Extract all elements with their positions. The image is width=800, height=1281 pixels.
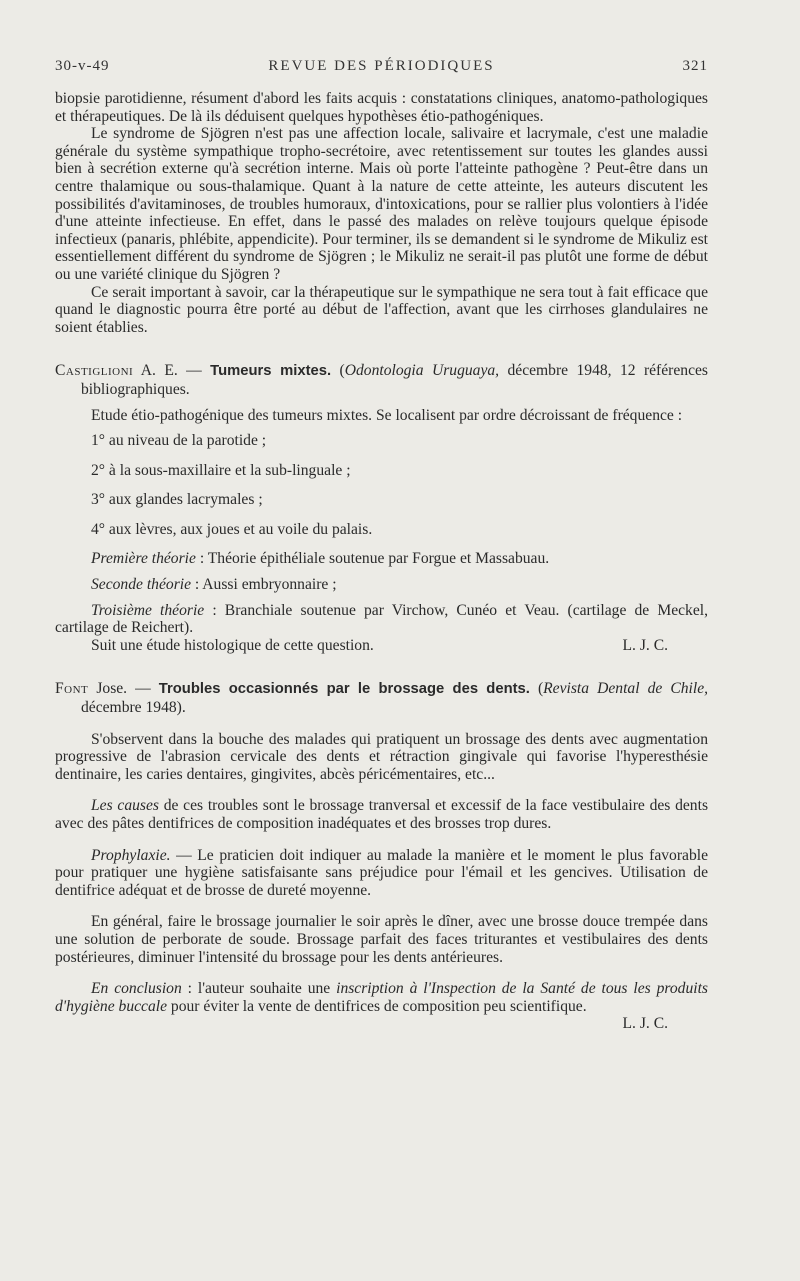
article-2-paragraph-1: S'observent dans la bouche des malades qui pratiquent un brossage des dents avec augmentation progressive de l'abrasion cervicale des dents et rétraction gingivale qui favorise l'hyperesthésie dentinaire, les caries dentaires, gingivites, abcès péricémentaires, etc... (55, 730, 708, 783)
intro-paragraph-1: biopsie parotidienne, résument d'abord les faits acquis : constatations cliniques, anatomo-pathologiques et thérapeutiques. De là ils déduisent quelques hypothèses étio-pathogéniques. (55, 90, 708, 125)
article-1-citation (55, 362, 708, 398)
article-2-source: décembre 1948). (81, 699, 186, 717)
article-1-source: décembre 1948, 12 références bibliographiques. (81, 362, 708, 398)
theory-3-label: Troisième théorie (91, 601, 205, 619)
article-1-author: Castiglioni (55, 362, 134, 380)
article-1-title: Tumeurs mixtes. (210, 363, 332, 380)
article-1-intro: Etude étio-pathogénique des tumeurs mixtes. Se localisent par ordre décroissant de fréquence : (91, 406, 683, 424)
article-1-location-list (55, 432, 708, 538)
running-header (55, 58, 708, 82)
document-page (55, 58, 708, 1033)
article-2-paren: ( (529, 680, 544, 698)
theory-2-label: Seconde théorie (91, 576, 192, 594)
article-1-journal: Odontologia Uruguaya, (344, 362, 500, 380)
intro-paragraph-3: Ce serait important à savoir, car la thérapeutique sur le sympathique ne sera tout à fait efficace que quand le diagnostic pourra être porté au début de l'affection, avant que les cirrhoses glandulaires ne soient établies. (55, 283, 708, 336)
article-2-initials: Jose. — (88, 680, 159, 698)
article-1-initials: A. E. — (133, 362, 211, 380)
prophylaxis-label: Prophylaxie. (91, 846, 171, 864)
article-1-signature: L. J. C. (622, 636, 668, 654)
article-2-citation (55, 680, 708, 716)
conclusion-label: En conclusion (91, 980, 182, 998)
header-date: 30-v-49 (55, 58, 110, 74)
article-2-causes (55, 797, 708, 832)
list-item: 3° aux glandes lacrymales ; (91, 491, 263, 509)
article-2-prophylaxis (55, 847, 708, 900)
theory-3 (55, 602, 708, 637)
header-title: REVUE DES PÉRIODIQUES (268, 58, 495, 74)
causes-label: Les causes (91, 797, 159, 815)
theory-3-text: : Branchiale soutenue par Virchow, Cunéo et Veau. (cartilage de Meckel, cartilage de Reichert). (55, 601, 708, 637)
theory-1 (55, 550, 708, 568)
article-2-paragraph-4: En général, faire le brossage journalier le soir après le dîner, avec une brosse douce trempée dans une solution de perborate de soude. Brossage parfait des faces triturantes et vestibulaires des dents postérieures, diminuer l'intensité du brossage pour les dents antérieures. (55, 913, 708, 966)
page-number: 321 (682, 58, 708, 74)
causes-text: de ces troubles sont le brossage tranversal et excessif de la face vestibulaire des dents avec des pâtes dentifrices de composition inadéquates et des brosses trop dures. (55, 797, 709, 832)
conclusion-text-2: pour éviter la vente de dentifrices de composition peu scientifique. (167, 997, 587, 1015)
article-2-signature: L. J. C. (622, 1015, 668, 1033)
article-1-paren: ( (331, 362, 345, 380)
prophylaxis-text: — Le praticien doit indiquer au malade la manière et le moment le plus favorable pour pratiquer une hygiène satisfaisante sans préjudice pour l'émail et les gencives. Utilisation de dentifrice adéquat et de brosse de dureté moyenne. (55, 846, 708, 899)
theory-2 (55, 576, 708, 594)
conclusion-text-1: : l'auteur souhaite une (181, 980, 337, 998)
list-item: 2° à la sous-maxillaire et la sub-linguale ; (91, 461, 351, 479)
theory-1-text: : Théorie épithéliale soutenue par Forgue et Massabuau. (195, 550, 550, 568)
theory-1-label: Première théorie (91, 550, 196, 568)
theory-2-text: : Aussi embryonnaire ; (191, 576, 337, 594)
article-1-closing (55, 637, 708, 655)
article-2-author: Font (55, 680, 89, 698)
article-1-closing-text: Suit une étude histologique de cette question. (91, 636, 374, 654)
article-2-conclusion (55, 980, 708, 1033)
article-2-journal: Revista Dental de Chile, (543, 680, 709, 698)
list-item: 1° au niveau de la parotide ; (91, 432, 267, 450)
article-2-title: Troubles occasionnés par le brossage des dents. (158, 681, 530, 698)
list-item: 4° aux lèvres, aux joues et au voile du palais. (91, 520, 373, 538)
conclusion-italic: inscription à l'Inspection de la Santé de tous les produits d'hygiène buccale (55, 980, 708, 1015)
intro-paragraph-2: Le syndrome de Sjögren n'est pas une affection locale, salivaire et lacrymale, c'est une maladie générale du système sympathique tropho-secrétoire, avec retentissement sur toutes les glandes aussi bien à secrétion externe qu'à secrétion interne. Mais où porte l'atteinte pathogène ? Peut-être dans un centre thalamique ou sous-thalamique. Quant à la nature de cette atteinte, les auteurs discutent les possibilités d'avitaminoses, de troubles humoraux, d'intoxications, pour se rallier plus volontiers à l'idée d'une atteinte infectieuse. En effet, dans le passé des malades on relève toujours quelque épisode infectieux (panaris, phlébite, appendicite). Pour terminer, ils se demandent si le syndrome de Mikuliz est essentiellement différent du syndrome de Sjögren ; le Mikuliz ne serait-il pas plutôt une forme de début ou une variété clinique du Sjögren ? (55, 125, 708, 283)
